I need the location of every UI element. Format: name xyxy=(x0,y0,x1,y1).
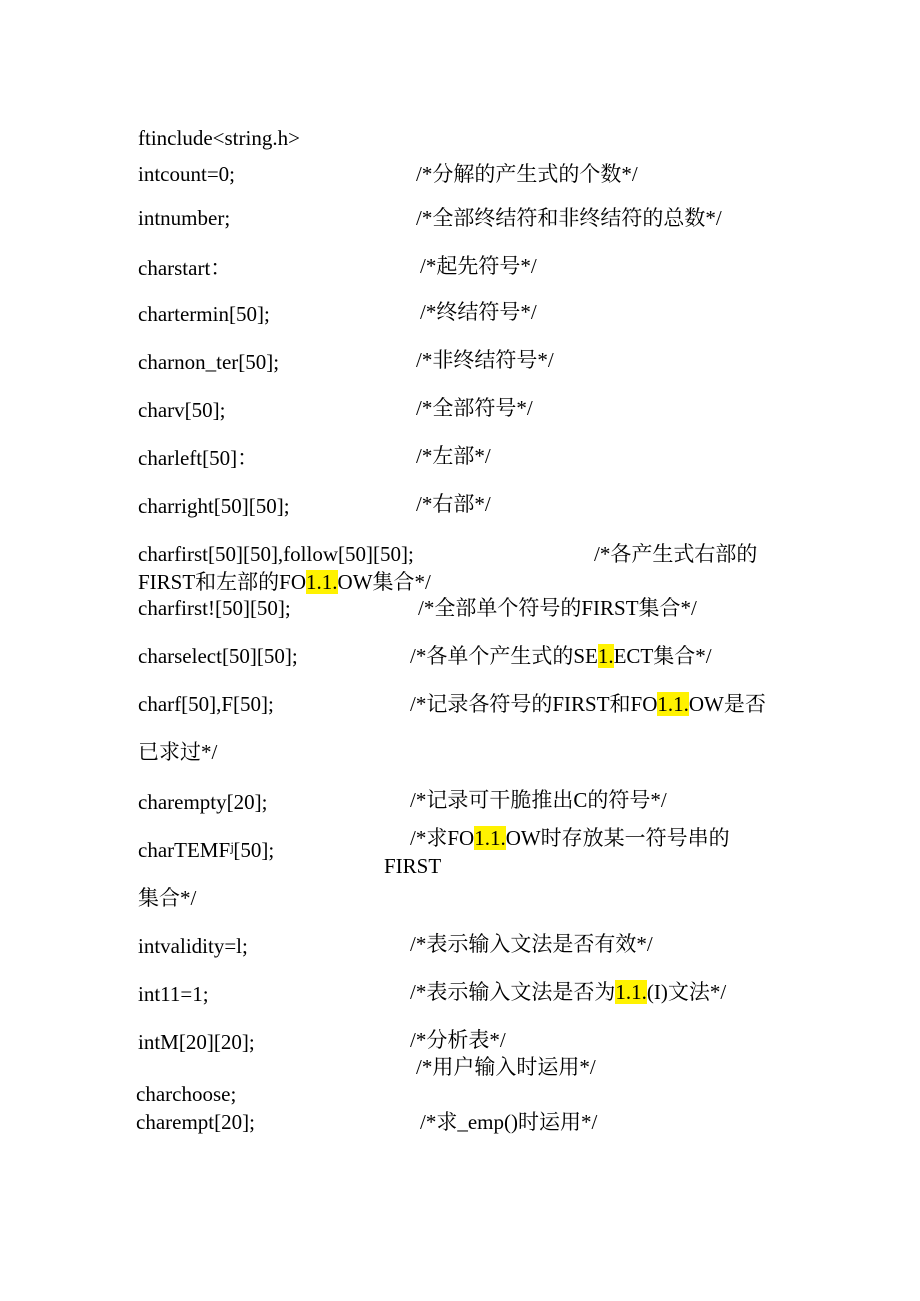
comment-text: /*表示输入文法是否为 xyxy=(410,980,616,1004)
comment-text: OW集合*/ xyxy=(337,570,431,594)
code-empt: charempt[20]; xyxy=(136,1110,255,1134)
comment-non-ter: /*非终结符号*/ xyxy=(416,348,554,372)
comment-f-cont: 已求过*/ xyxy=(138,740,218,764)
highlighted-text: 1.1. xyxy=(615,980,647,1004)
code-choose: charchoose; xyxy=(136,1082,237,1106)
code-termin: chartermin[50]; xyxy=(138,302,270,326)
highlighted-text: 1.1. xyxy=(657,692,689,716)
comment-first-follow-cont xyxy=(138,570,431,594)
comment-f xyxy=(410,692,766,716)
highlighted-text: 1. xyxy=(597,644,614,668)
comment-text: /*记录各符号的FIRST和FO xyxy=(410,692,658,716)
comment-text: ECT集合*/ xyxy=(613,644,712,668)
comment-first1: /*全部单个符号的FIRST集合*/ xyxy=(418,596,697,620)
code-temp: charTEMFʲ[50]; xyxy=(138,838,275,862)
comment-first-follow: /*各产生式右部的 xyxy=(594,542,758,566)
comment-text: /*各单个产生式的SE xyxy=(410,644,598,668)
comment-ll xyxy=(410,980,726,1004)
code-empty: charempty[20]; xyxy=(138,790,268,814)
code-validity: intvalidity=l; xyxy=(138,934,248,958)
highlighted-text: 1.1. xyxy=(306,570,338,594)
comment-text: (I)文法*/ xyxy=(646,980,727,1004)
code-start: charstart： xyxy=(138,256,232,280)
comment-choose: /*用户输入时运用*/ xyxy=(416,1055,596,1079)
comment-select xyxy=(410,644,712,668)
comment-empt: /*求_emp()时运用*/ xyxy=(420,1110,598,1134)
include-line: ftinclude<string.h> xyxy=(138,126,300,150)
code-first-follow: charfirst[50][50],follow[50][50]; xyxy=(138,542,414,566)
code-m: intM[20][20]; xyxy=(138,1030,255,1054)
code-count: intcount=0; xyxy=(138,162,236,186)
comment-m: /*分析表*/ xyxy=(410,1028,506,1052)
comment-validity: /*表示输入文法是否有效*/ xyxy=(410,932,653,956)
comment-empty: /*记录可干脆推出C的符号*/ xyxy=(410,788,667,812)
comment-temp xyxy=(410,826,730,850)
comment-text: OW时存放某一符号串的 xyxy=(505,826,730,850)
comment-text: OW是否 xyxy=(688,692,766,716)
comment-start: /*起先符号*/ xyxy=(420,254,537,278)
code-non-ter: charnon_ter[50]; xyxy=(138,350,280,374)
comment-number: /*全部终结符和非终结符的总数*/ xyxy=(416,206,722,230)
comment-termin: /*终结符号*/ xyxy=(420,300,537,324)
comment-count: /*分解的产生式的个数*/ xyxy=(416,162,638,186)
highlighted-text: 1.1. xyxy=(474,826,506,850)
comment-v: /*全部符号*/ xyxy=(416,396,533,420)
code-left: charleft[50]： xyxy=(138,446,259,470)
code-right: charright[50][50]; xyxy=(138,494,290,518)
code-first1: charfirst![50][50]; xyxy=(138,596,291,620)
comment-temp-cont: 集合*/ xyxy=(138,886,197,910)
comment-temp-first: FIRST xyxy=(384,854,442,878)
comment-right: /*右部*/ xyxy=(416,492,491,516)
code-f: charf[50],F[50]; xyxy=(138,692,274,716)
comment-text: FIRST和左部的FO xyxy=(138,570,307,594)
comment-left: /*左部*/ xyxy=(416,444,491,468)
code-select: charselect[50][50]; xyxy=(138,644,298,668)
comment-text: /*求FO xyxy=(410,826,475,850)
code-ll: int11=1; xyxy=(138,982,209,1006)
code-number: intnumber; xyxy=(138,206,231,230)
code-v: charv[50]; xyxy=(138,398,226,422)
